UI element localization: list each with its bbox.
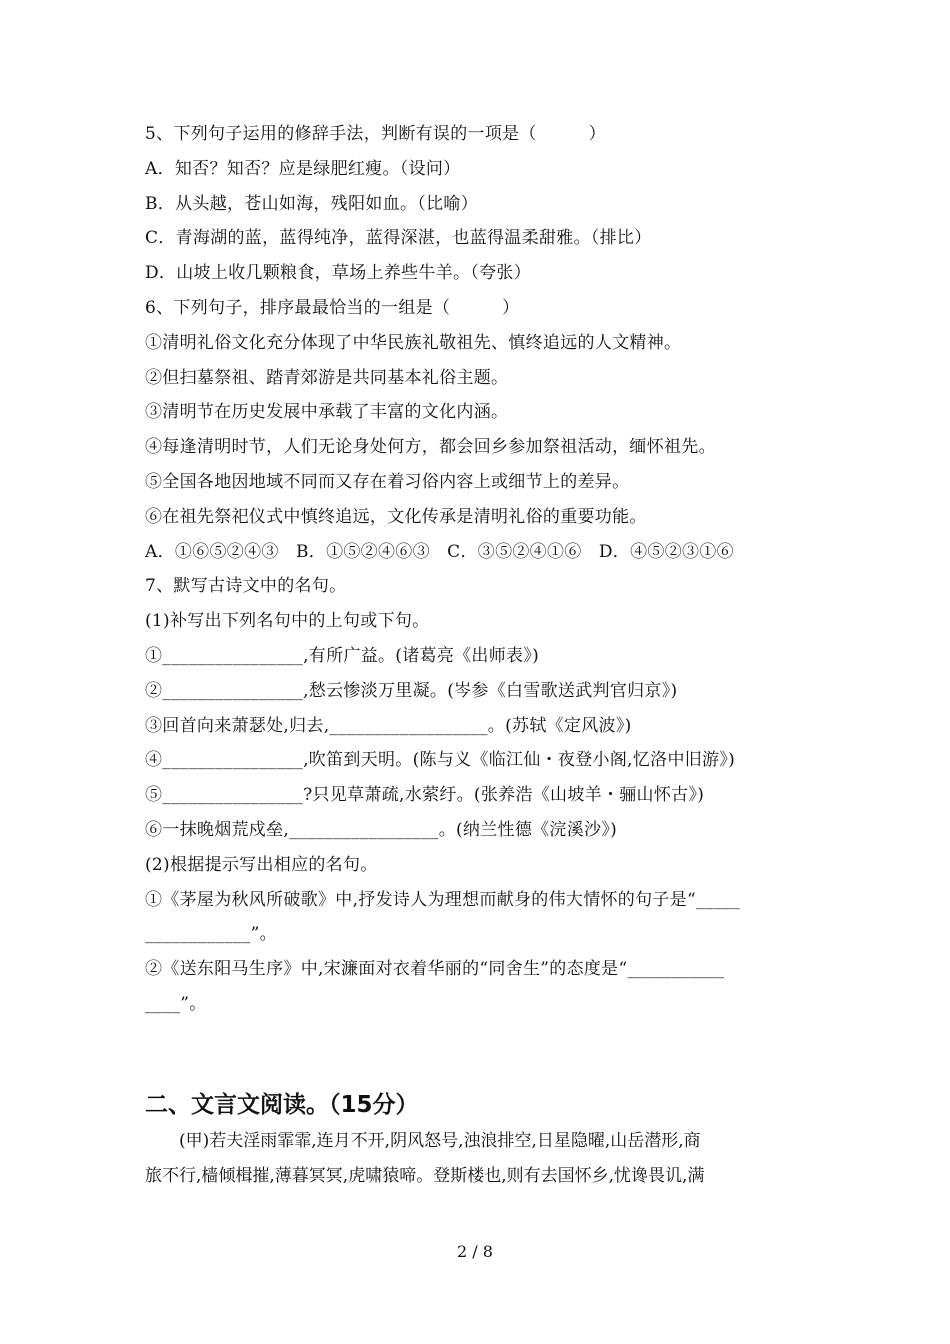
q7-part2-heading: (2)根据提示写出相应的名句。 (145, 854, 378, 875)
passage-line-2: 旅不行,樯倾楫摧,薄暮冥冥,虎啸猿啼。登斯楼也,则有去国怀乡,忧谗畏讥,满 (145, 1165, 705, 1186)
q7-blank-1: ①________________,有所广益。(诸葛亮《出师表》) (145, 645, 540, 666)
q6-sentence-4: ④每逢清明时节，人们无论身处何方，都会回乡参加祭祖活动，缅怀祖先。 (145, 437, 716, 458)
q7-prompt-1: ①《茅屋为秋风所破歌》中,抒发诗人为理想而献身的伟大情怀的句子是“_____ (145, 889, 740, 910)
q7-blank-2: ②________________,愁云惨淡万里凝。(岑参《白雪歌送武判官归京》) (145, 680, 678, 701)
section-title: 二、文言文阅读。（15分） (145, 1092, 419, 1118)
passage-line-1: (甲)若夫淫雨霏霏,连月不开,阴风怒号,浊浪排空,日星隐曜,山岳潜形,商 (179, 1131, 701, 1151)
q6-sentence-3: ③清明节在历史发展中承载了丰富的文化内涵。 (145, 402, 509, 423)
q7-blank-3: ③回首向来萧瑟处,归去,__________________。(苏轼《定风波》) (145, 715, 632, 736)
questions-block (145, 117, 810, 1022)
q5-option-d: D．山坡上收几颗粮食，草场上养些牛羊。（夸张） (145, 263, 532, 284)
q6-sentence-2: ②但扫墓祭祖、踏青郊游是共同基本礼俗主题。 (145, 367, 509, 388)
q7-blank-4: ④________________,吹笛到天明。(陈与义《临江仙・夜登小阁,忆洛中旧游》) (145, 750, 736, 771)
page-number: 2 / 8 (457, 1242, 493, 1261)
classical-passage (145, 1124, 810, 1193)
q7-prompt-2: ②《送东阳马生序》中,宋濂面对衣着华丽的“同舍生”的态度是“___________ (145, 959, 725, 980)
q5-option-c: C．青海湖的蓝，蓝得纯净，蓝得深湛，也蓝得温柔甜雅。（排比） (145, 228, 652, 249)
q7-blank-6: ⑥一抹晚烟荒戍垒,_________________。(纳兰性德《浣溪沙》) (145, 819, 618, 840)
q7-prompt-1-cont: ____________”。 (145, 924, 277, 945)
q5-stem: 5、下列句子运用的修辞手法，判断有误的一项是（ ） (145, 124, 606, 144)
q7-prompt-2-cont: ____”。 (145, 993, 207, 1014)
q5-option-b: B．从头越，苍山如海，残阳如血。（比喻） (145, 193, 478, 214)
q6-sentence-6: ⑥在祖先祭祀仪式中慎终追远，文化传承是清明礼俗的重要功能。 (145, 506, 647, 527)
q6-options: A．①⑥⑤②④③ B．①⑤②④⑥③ C．③⑤②④①⑥ D．④⑤②③①⑥ (145, 541, 734, 562)
q7-blank-5: ⑤________________?只见草萧疏,水萦纡。(张养浩《山坡羊・骊山怀古》) (145, 785, 705, 806)
q6-sentence-1: ①清明礼俗文化充分体现了中华民族礼敬祖先、慎终追远的人文精神。 (145, 332, 682, 353)
q5-option-a: A．知否？知否？应是绿肥红瘦。（设问） (145, 158, 461, 179)
q7-part1-heading: (1)补写出下列名句中的上句或下句。 (145, 611, 430, 632)
q7-stem: 7、默写古诗文中的名句。 (145, 576, 347, 597)
q6-stem: 6、下列句子，排序最最恰当的一组是（ ） (145, 297, 520, 318)
q6-sentence-5: ⑤全国各地因地域不同而又存在着习俗内容上或细节上的差异。 (145, 471, 630, 492)
